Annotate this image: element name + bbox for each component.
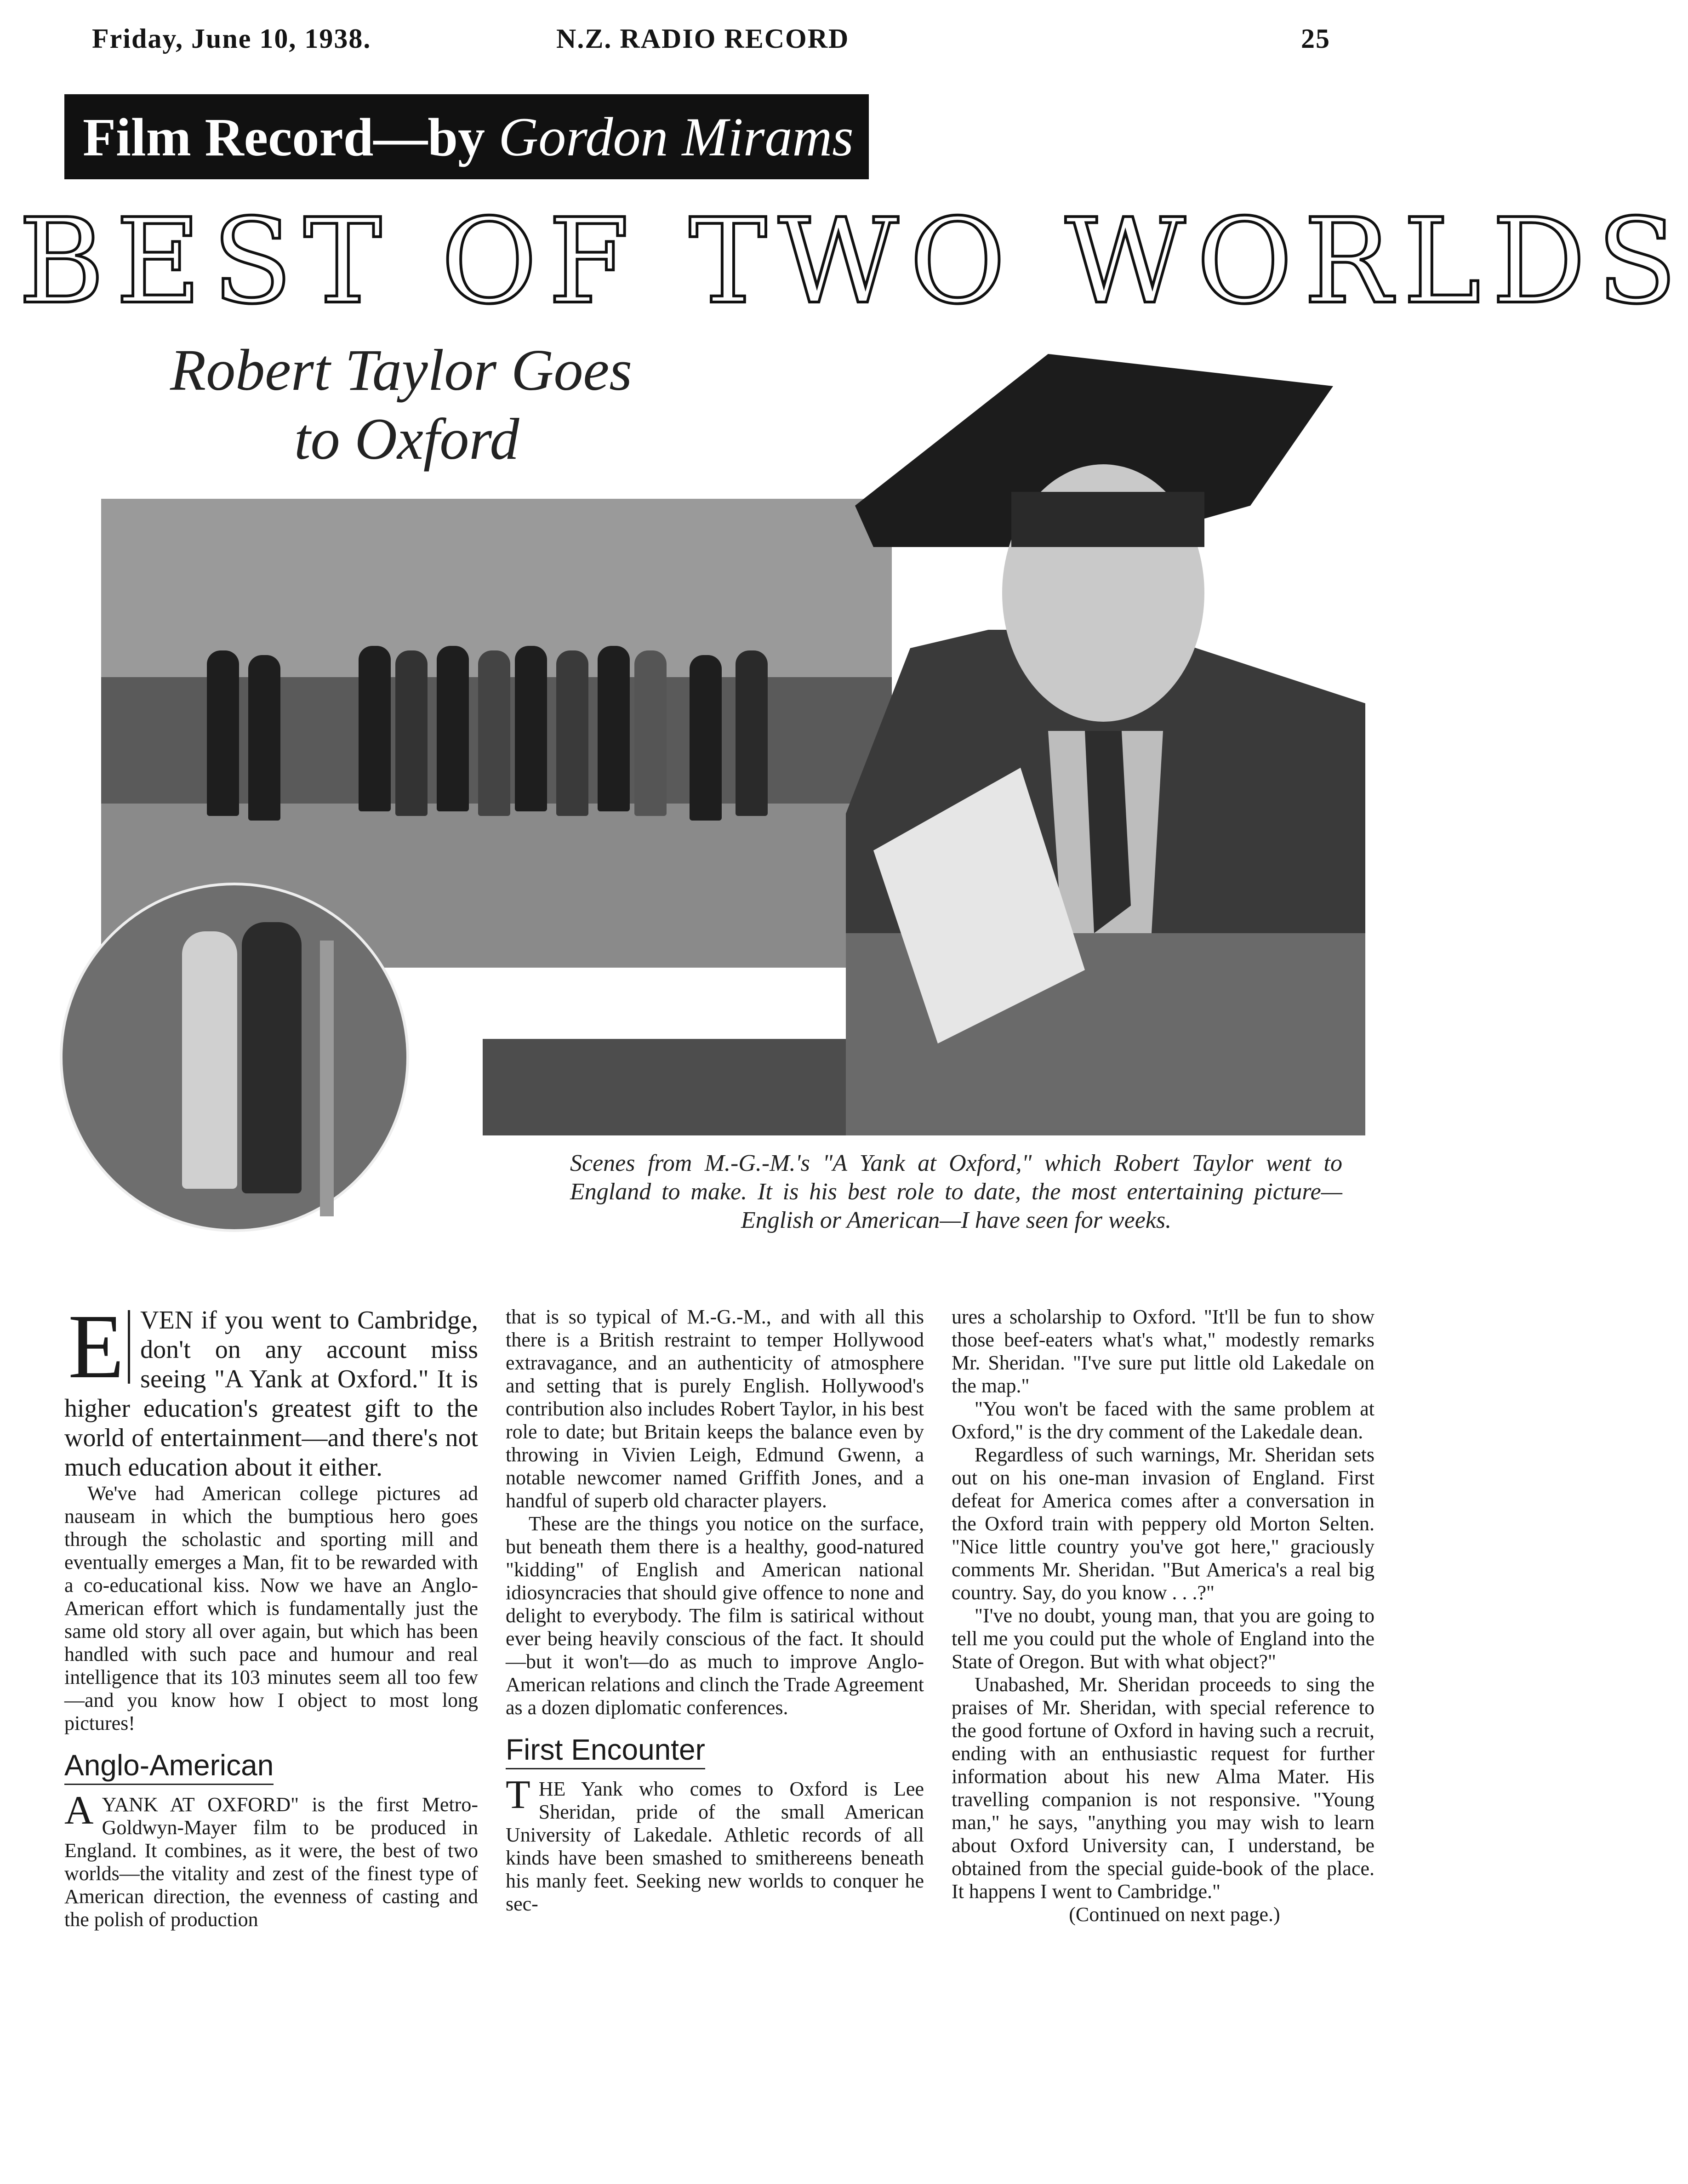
column2-paragraph-2: These are the things you notice on the surface, but beneath them there is a healthy, good-natured "kidding" of English and American national idiosyncracies that should give offence to none and delight to everybody. The film is satirical without ever being heavily conscious of the fact. It should—but it won't—do as much to improve Anglo-American relations and clinch the Trade Agreement as a dozen diplomatic conferences.: [506, 1512, 924, 1719]
column3-paragraph-3: Regardless of such warnings, Mr. Sheridan sets out on his one-man invasion of England. First defeat for America comes after a conversation in the Oxford train with peppery old Morton Selten. "Nice little country you've got here," graciously comments Mr. Sheridan. "But America's a real big country. Say, do you know . . .?": [952, 1443, 1374, 1604]
article-column-1: [64, 1296, 478, 2179]
lead-paragraph: VEN if you went to Cambridge, don't on any account miss seeing "A Yank at Oxford." It is higher education's greatest gift to the world of entertainment—and there's not much education about it either.: [64, 1306, 478, 1482]
drop-cap: E: [64, 1310, 130, 1384]
column1-paragraph-2: We've had American college pictures ad nauseam in which the bumptious hero goes through the scholastic and sporting mill and eventually emerges a Man, fit to be rewarded with a co-educational kiss. Now we have an Anglo-American effort which is fundamentally just the same old story all over again, but which has been handled with such pace and humour and real intelligence that its 103 minutes seem all too few—and you know how I object to most long pictures!: [64, 1482, 478, 1734]
publication-name: N.Z. RADIO RECORD: [556, 23, 850, 54]
initial-letter-a: A: [64, 1788, 94, 1833]
article-title: BEST OF TWO WORLDS: [18, 194, 1688, 330]
column3-paragraph-4: "I've no doubt, young man, that you are going to tell me you could put the whole of England into the State of Oregon. But with what object?": [952, 1604, 1374, 1673]
column3-paragraph-2: "You won't be faced with the same problem at Oxford," is the dry comment of the Lakedale dean.: [952, 1397, 1374, 1443]
banner-author: Gordon Mirams: [498, 106, 854, 167]
column-banner: [64, 94, 869, 179]
issue-date: Friday, June 10, 1938.: [92, 23, 371, 54]
column1-paragraph-3: YANK AT OXFORD" is the first Metro-Goldwyn-Mayer film to be produced in England. It combines, as it were, the best of two worlds—the vitality and zest of the finest type of American direction, the evenness of casting and the polish of production: [64, 1793, 478, 1931]
photo-caption: Scenes from M.-G.-M.'s "A Yank at Oxford," which Robert Taylor went to England to make. It is his best role to date, the most entertaining picture—English or American—I have seen for weeks.: [570, 1150, 1342, 1233]
column2-paragraph-3: HE Yank who comes to Oxford is Lee Sheridan, pride of the small American University of Lakedale. Athletic records of all kinds have been smashed to smithereens beneath his manly feet. Seeking new worlds to conquer he sec-: [506, 1778, 924, 1915]
banner-text: Film Record—by: [83, 107, 485, 167]
section-heading-anglo-american: Anglo-American: [64, 1747, 274, 1785]
column2-paragraph-1: that is so typical of M.-G.-M., and with all this there is a British restraint to temper Hollywood extravagance, and an authenticity of atmosphere and setting that is purely English. Hollywood's contribution also includes Robert Taylor, in his best role to date; but Britain keeps the balance even by throwing in Vivien Leigh, Edmund Gwenn, a notable newcomer named Griffith Jones, and a handful of superb old character players.: [506, 1306, 924, 1512]
subtitle-line-1: Robert Taylor Goes: [170, 337, 633, 403]
section-heading-first-encounter: First Encounter: [506, 1731, 705, 1769]
initial-letter-t: T: [506, 1773, 530, 1817]
portrait-photo: [846, 354, 1365, 1135]
article-column-3: [952, 1306, 1374, 2179]
article-column-2: [506, 1306, 924, 2179]
column3-paragraph-5: Unabashed, Mr. Sheridan proceeds to sing the praises of Mr. Sheridan, with special reference to the good fortune of Oxford in having such a recruit, ending with an enthusiastic request for further information about his new Alma Mater. His travelling companion is not responsive. "Young man," he says, "anything you may wish to learn about Oxford University can, I understand, be obtained from the special guide-book of the place. It happens I went to Cambridge.": [952, 1673, 1374, 1903]
subtitle-line-2: to Oxford: [294, 406, 519, 472]
page-number: 25: [1301, 23, 1330, 54]
couple-inset-photo: [60, 883, 409, 1232]
continued-notice: (Continued on next page.): [1069, 1903, 1280, 1926]
column3-paragraph-1: ures a scholarship to Oxford. "It'll be fun to show those beef-eaters what's what," modestly remarks Mr. Sheridan. "I've sure put little old Lakedale on the map.": [952, 1306, 1374, 1397]
